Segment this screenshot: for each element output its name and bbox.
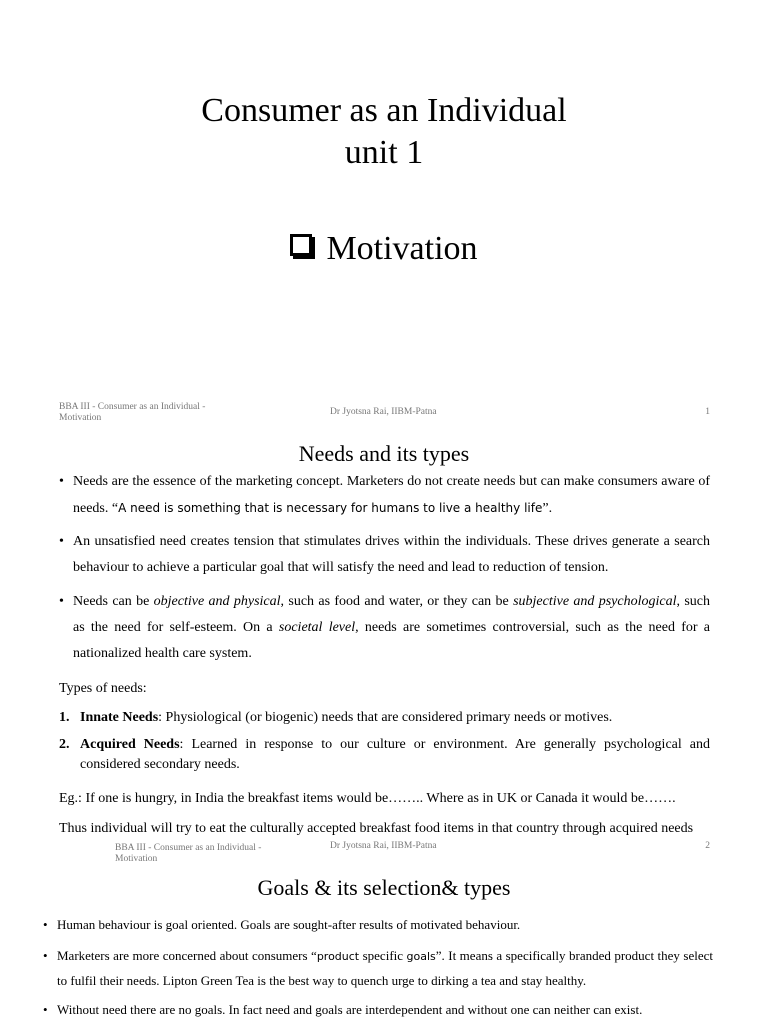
needs-list-item-1: 1. Innate Needs: Physiological (or biogenic) needs that are considered primary needs or motives. [59,710,613,725]
slide2-bullet-2: • An unsatisfied need creates tension that stimulates drives within the individuals. These drives generate a search behaviour to achieve a particular goal that will satisfy the need and lead to reduction of tension. [73,529,710,581]
slide1-subtitle-row [0,228,768,270]
slide1-page-number: 1 [705,407,710,417]
bullet-dot: • [59,534,64,549]
footer-left-line2: Motivation [115,854,158,864]
slide1-footer-center: Dr Jyotsna Rai, IIBM-Patna [330,407,437,417]
bullet-dot: • [59,594,64,609]
needs-list-item-2: 2. Acquired Needs: Learned in response to our culture or environment. Are generally psychological and considered secondary needs. [59,737,710,772]
footer-left-line2: Motivation [59,413,102,423]
slide2-page-number: 2 [705,841,710,851]
slide2-title: Needs and its types [298,441,470,466]
slide1-footer-left [59,402,229,424]
slide1-subtitle: Motivation [326,230,478,267]
types-of-needs-heading: Types of needs: [59,681,147,696]
slide3-bullet-2: • Marketers are more concerned about consumers “product specific goals”. It means a specifically branded product they select to fulfil their needs. Lipton Green Tea is the best way to quench urge to dirking a tea and stay healthy. [57,944,713,993]
slide1-title-line2: unit 1 [344,134,424,171]
conclusion-text: Thus individual will try to eat the culturally accepted breakfast food items in that country through acquired needs [59,821,694,836]
bullet-dot: • [43,1002,48,1017]
bullet-dot: • [59,474,64,489]
footer-left-line1: BBA III - Consumer as an Individual - [115,843,262,853]
slide2-bullet-3: • Needs can be objective and physical, such as food and water, or they can be subjective and psychological, such as the need for self-esteem. On a societal level, needs are sometimes controversial, such as the need for a nationalized health care system. [73,589,710,667]
bullet-dot: • [43,917,48,932]
slide2-bullet-1: • Needs are the essence of the marketing concept. Marketers do not create needs but can make consumers aware of needs. “A need is something that is necessary for humans to live a healthy life”. [73,469,710,522]
slide2-footer-left [115,843,285,865]
slide3-bullet-1: • Human behaviour is goal oriented. Goals are sought-after results of motivated behaviour. [57,913,713,937]
slide3-bullet-3: • Without need there are no goals. In fact need and goals are interdependent and without one can neither can exist. [57,998,713,1022]
slide3-title: Goals & its selection& types [257,875,511,900]
checkbox-bullet-icon [290,234,312,256]
slide2-footer-center: Dr Jyotsna Rai, IIBM-Patna [330,841,437,851]
bullet-dot: • [43,948,48,963]
slide1-title-line1: Consumer as an Individual [201,92,567,129]
breakfast-example: Eg.: If one is hungry, in India the breakfast items would be…….. Where as in UK or Canada it would be……. [59,791,676,806]
footer-left-line1: BBA III - Consumer as an Individual - [59,402,206,412]
